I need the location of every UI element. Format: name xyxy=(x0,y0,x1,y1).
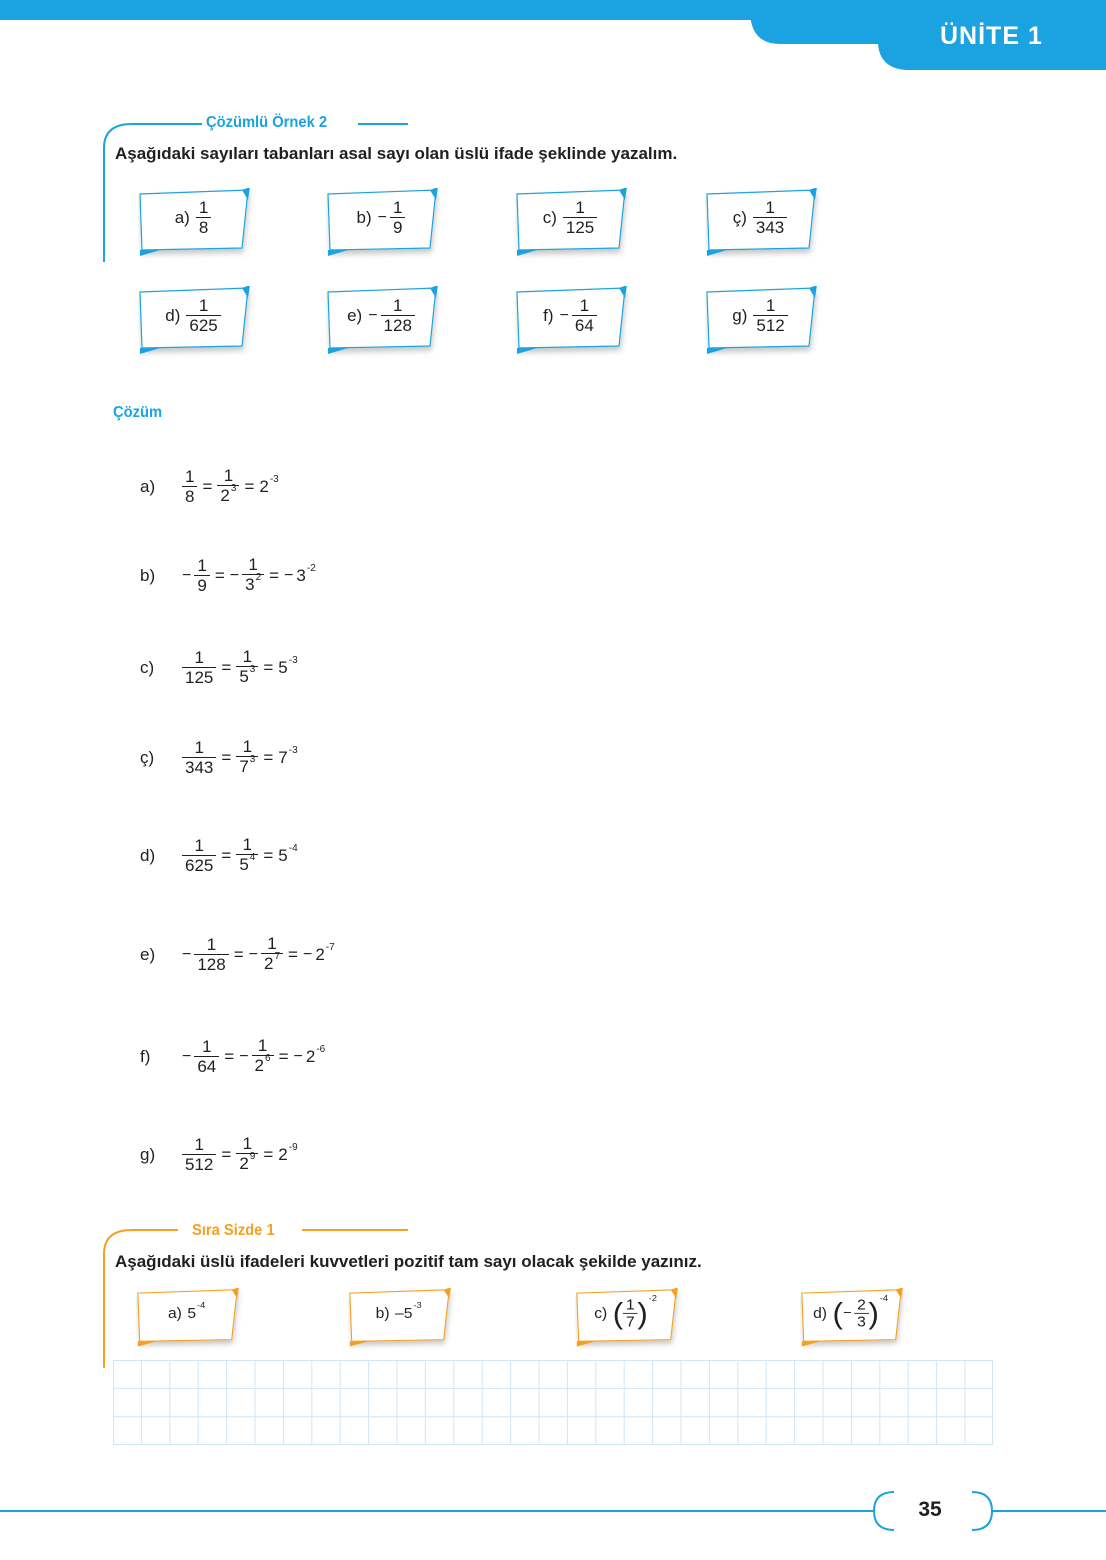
power-result xyxy=(259,474,279,497)
row-label: f) xyxy=(140,1047,151,1066)
minus-sign: − xyxy=(248,946,258,963)
denominator xyxy=(236,851,258,877)
power-exponent: -3 xyxy=(288,655,298,666)
numerator: 1 xyxy=(267,933,277,953)
left-parenthesis: ( xyxy=(612,1297,624,1331)
answer-grid[interactable] xyxy=(113,1360,993,1445)
numerator: 1 xyxy=(202,1037,212,1056)
equals-sign: = xyxy=(288,945,298,964)
power-result xyxy=(278,745,298,768)
minus-sign: − xyxy=(302,946,313,963)
fraction xyxy=(194,1038,219,1076)
denominator-value: 5 xyxy=(239,854,249,874)
denominator-value: 128 xyxy=(197,955,226,974)
denominator xyxy=(572,315,597,335)
denominator-value: 2 xyxy=(220,485,230,505)
power-base: 2 xyxy=(305,1047,316,1066)
denominator-value: 343 xyxy=(755,218,785,237)
denominator xyxy=(252,1052,274,1078)
denominator xyxy=(194,954,228,974)
numerator: 1 xyxy=(248,554,258,574)
equals-sign: = xyxy=(263,748,274,767)
power-base: 5 xyxy=(278,846,288,865)
equals-sign: = xyxy=(202,477,213,496)
item-label: f) xyxy=(543,306,554,325)
row-label: e) xyxy=(140,945,156,964)
power-result xyxy=(278,655,298,678)
item-label: e) xyxy=(347,306,363,325)
denominator-value: 64 xyxy=(574,316,594,335)
example-prompt: Aşağıdaki sayıları tabanları asal sayı olan üslü ifade şeklinde yazalım. xyxy=(115,144,678,163)
power-result xyxy=(296,563,316,586)
denominator-exponent: 3 xyxy=(249,663,256,675)
row-label: d) xyxy=(140,846,156,865)
fraction xyxy=(194,936,228,974)
fraction xyxy=(242,556,264,597)
minus-sign: − xyxy=(368,307,378,324)
practice-title: Sıra Sizde 1 xyxy=(192,1222,275,1239)
fraction xyxy=(182,837,216,875)
denominator-value: 7 xyxy=(239,756,249,776)
power-base: 2 xyxy=(315,945,325,964)
power-result xyxy=(278,1142,298,1165)
denominator xyxy=(194,1056,219,1076)
minus-sign: − xyxy=(842,1306,852,1321)
example-card-content xyxy=(326,188,436,248)
power-base: 2 xyxy=(278,1145,288,1164)
denominator xyxy=(242,571,264,597)
denominator-exponent: 2 xyxy=(255,571,262,583)
fraction xyxy=(854,1297,868,1330)
numerator: 1 xyxy=(257,1035,268,1055)
unit-label: ÜNİTE 1 xyxy=(940,22,1043,50)
minus-sign: − xyxy=(182,946,192,963)
example-card-content xyxy=(515,286,625,346)
denominator xyxy=(182,757,216,777)
minus-sign: − xyxy=(377,209,387,226)
numerator: 1 xyxy=(198,296,209,315)
equals-sign: = xyxy=(278,1047,289,1066)
example-card-3 xyxy=(705,188,825,254)
fraction xyxy=(236,836,258,877)
power-exponent: -2 xyxy=(306,563,316,574)
denominator-exponent: 3 xyxy=(249,753,256,765)
numerator: 1 xyxy=(198,198,209,217)
example-card-4 xyxy=(138,286,258,352)
fraction xyxy=(236,738,258,779)
denominator-exponent: 9 xyxy=(249,1150,256,1162)
example-card-content xyxy=(138,188,248,248)
equals-sign: = xyxy=(221,748,232,767)
denominator-value: 3 xyxy=(857,1313,866,1331)
fraction xyxy=(623,1297,637,1330)
denominator xyxy=(563,217,597,237)
row-label: b) xyxy=(140,566,156,585)
equals-sign: = xyxy=(263,658,274,677)
denominator-exponent: 3 xyxy=(230,482,237,494)
minus-sign: − xyxy=(182,567,192,584)
denominator-value: 512 xyxy=(756,316,785,335)
numerator: 1 xyxy=(242,834,253,854)
numerator: 2 xyxy=(857,1296,866,1313)
solution-row-2 xyxy=(140,643,298,693)
practice-prompt: Aşağıdaki üslü ifadeleri kuvvetleri pozitif tam sayı olacak şekilde yazınız. xyxy=(115,1252,702,1271)
denominator-value: 9 xyxy=(197,576,207,595)
denominator-value: 625 xyxy=(185,856,214,875)
fraction xyxy=(182,468,197,506)
fraction xyxy=(563,199,597,237)
minus-sign: − xyxy=(293,1048,303,1065)
practice-card-3 xyxy=(800,1288,910,1345)
denominator xyxy=(186,315,220,335)
fraction xyxy=(753,199,787,237)
equals-sign: = xyxy=(269,566,280,585)
item-label: b) xyxy=(356,208,372,227)
item-label: a) xyxy=(174,208,190,227)
denominator xyxy=(182,1154,216,1174)
denominator xyxy=(236,663,258,689)
fraction xyxy=(252,1037,274,1078)
item-label: c) xyxy=(594,1305,608,1322)
fraction xyxy=(186,297,220,335)
denominator-value: 512 xyxy=(185,1155,214,1174)
denominator-exponent: 6 xyxy=(265,1052,271,1064)
numerator: 1 xyxy=(625,1296,635,1313)
power-exponent: -6 xyxy=(316,1044,326,1055)
fraction xyxy=(217,467,239,508)
example-card-0 xyxy=(138,188,258,254)
denominator xyxy=(623,1313,637,1330)
power-base: 5 xyxy=(187,1305,197,1322)
example-card-7 xyxy=(705,286,825,352)
power-exponent: -7 xyxy=(325,942,335,953)
item-label: ç) xyxy=(732,208,747,227)
equals-sign: = xyxy=(221,658,232,677)
practice-card-content xyxy=(800,1288,901,1340)
power-exponent: -3 xyxy=(269,474,279,485)
denominator xyxy=(182,486,197,506)
numerator: 1 xyxy=(242,736,253,756)
denominator-value: 128 xyxy=(383,316,412,335)
power-base: 2 xyxy=(259,477,269,496)
numerator: 1 xyxy=(206,935,217,954)
right-parenthesis: ) xyxy=(637,1297,648,1331)
item-label: d) xyxy=(165,306,181,325)
denominator xyxy=(236,1150,258,1176)
item-label: d) xyxy=(813,1305,828,1322)
fraction xyxy=(236,1135,258,1176)
item-label: a) xyxy=(167,1305,182,1322)
example-card-content xyxy=(515,188,625,248)
example-card-content xyxy=(705,188,815,248)
equals-sign: = xyxy=(214,566,225,585)
numerator: 1 xyxy=(393,296,403,315)
solution-row-0 xyxy=(140,462,279,512)
fraction xyxy=(196,199,211,237)
denominator xyxy=(194,575,209,595)
fraction xyxy=(236,648,258,689)
numerator: 1 xyxy=(393,198,403,217)
denominator-value: 5 xyxy=(239,666,249,686)
solution-title: Çözüm xyxy=(113,404,163,421)
denominator-value: 2 xyxy=(239,1153,249,1173)
denominator xyxy=(182,667,216,687)
example-card-content xyxy=(705,286,815,346)
solution-row-6 xyxy=(140,1032,325,1082)
example-card-1 xyxy=(326,188,446,254)
right-parenthesis: ) xyxy=(868,1297,879,1331)
numerator: 1 xyxy=(765,296,776,315)
power-exponent: -4 xyxy=(879,1293,889,1304)
practice-card-2 xyxy=(575,1288,685,1345)
power-exponent: -4 xyxy=(288,843,298,854)
denominator xyxy=(236,753,258,779)
numerator: 1 xyxy=(194,648,204,667)
row-label: ç) xyxy=(140,748,155,767)
numerator: 1 xyxy=(223,465,234,485)
fraction xyxy=(182,1136,216,1174)
equals-sign: = xyxy=(221,846,232,865)
denominator xyxy=(854,1313,868,1330)
minus-sign: − xyxy=(559,307,569,324)
denominator-exponent: 7 xyxy=(274,950,281,962)
example-card-6 xyxy=(515,286,635,352)
numerator: 1 xyxy=(194,1135,204,1154)
minus-sign: − xyxy=(239,1048,249,1065)
power-exponent: -4 xyxy=(197,1300,206,1310)
numerator: 1 xyxy=(242,1133,253,1153)
denominator-value: 9 xyxy=(393,218,403,237)
equals-sign: = xyxy=(244,477,255,496)
denominator-value: 3 xyxy=(245,574,255,594)
power-result xyxy=(305,1044,326,1067)
denominator xyxy=(196,217,211,237)
denominator xyxy=(261,950,283,976)
denominator-value: 625 xyxy=(189,316,218,335)
equals-sign: = xyxy=(233,945,244,964)
denominator-value: 343 xyxy=(185,758,214,777)
power-exponent: -9 xyxy=(288,1142,298,1153)
denominator-value: 8 xyxy=(198,218,209,237)
denominator-value: 2 xyxy=(254,1055,265,1075)
row-label: a) xyxy=(140,477,156,496)
fraction xyxy=(182,739,216,777)
numerator: 1 xyxy=(242,646,253,666)
solution-row-4 xyxy=(140,831,298,881)
power-base: 5 xyxy=(278,658,288,677)
footer-line xyxy=(0,1510,880,1512)
power-exponent: -3 xyxy=(413,1300,422,1310)
power-result xyxy=(278,843,298,866)
item-label: c) xyxy=(542,208,557,227)
denominator-value: 8 xyxy=(185,487,195,506)
fraction xyxy=(753,297,787,335)
example-card-content xyxy=(138,286,248,346)
row-label: c) xyxy=(140,658,155,677)
example-card-2 xyxy=(515,188,635,254)
fraction xyxy=(194,557,209,595)
equals-sign: = xyxy=(263,1145,274,1164)
equals-sign: = xyxy=(221,1145,232,1164)
equals-sign: = xyxy=(263,846,274,865)
practice-card-1 xyxy=(348,1288,458,1345)
denominator-exponent: 4 xyxy=(249,851,256,863)
minus-sign: − xyxy=(284,567,294,584)
solution-row-1 xyxy=(140,551,316,601)
denominator-value: 125 xyxy=(565,218,595,237)
denominator-value: 125 xyxy=(185,668,214,687)
numerator: 1 xyxy=(185,467,195,486)
numerator: 1 xyxy=(575,198,585,217)
page-number: 35 xyxy=(918,1498,942,1521)
practice-card-content xyxy=(575,1288,676,1340)
solution-row-3 xyxy=(140,733,298,783)
denominator xyxy=(217,482,239,508)
denominator xyxy=(753,217,787,237)
minus-sign: − xyxy=(229,567,240,584)
numerator: 1 xyxy=(194,738,204,757)
item-label: b) xyxy=(375,1305,390,1322)
example-card-content xyxy=(326,286,436,346)
practice-card-content xyxy=(136,1288,237,1340)
practice-card-0 xyxy=(136,1288,246,1345)
power-base: 3 xyxy=(296,566,306,585)
denominator-value: 2 xyxy=(264,953,274,973)
power-exponent: -2 xyxy=(648,1293,657,1304)
solution-row-5 xyxy=(140,930,335,980)
numerator: 1 xyxy=(194,836,204,855)
equals-sign: = xyxy=(224,1047,235,1066)
numerator: 1 xyxy=(197,556,207,575)
power-result xyxy=(315,942,335,965)
numerator: 1 xyxy=(765,198,775,217)
power-exponent: -3 xyxy=(288,745,298,756)
item-label: g) xyxy=(732,306,748,325)
denominator-value: 64 xyxy=(197,1057,217,1076)
fraction xyxy=(572,297,597,335)
power-base: –5 xyxy=(395,1305,413,1322)
example-title: Çözümlü Örnek 2 xyxy=(206,114,328,131)
denominator xyxy=(753,315,787,335)
minus-sign: − xyxy=(182,1048,192,1065)
left-parenthesis: ( xyxy=(832,1297,843,1331)
solution-row-7 xyxy=(140,1130,298,1180)
denominator xyxy=(390,217,405,237)
numerator: 1 xyxy=(579,296,590,315)
example-card-5 xyxy=(326,286,446,352)
fraction xyxy=(261,935,283,976)
fraction xyxy=(381,297,415,335)
denominator xyxy=(381,315,415,335)
denominator-value: 7 xyxy=(625,1313,635,1331)
fraction xyxy=(390,199,405,237)
denominator xyxy=(182,855,216,875)
power-base: 7 xyxy=(278,748,288,767)
footer-line-right xyxy=(990,1510,1106,1512)
row-label: g) xyxy=(140,1145,156,1164)
practice-card-content xyxy=(348,1288,449,1340)
fraction xyxy=(182,649,216,687)
